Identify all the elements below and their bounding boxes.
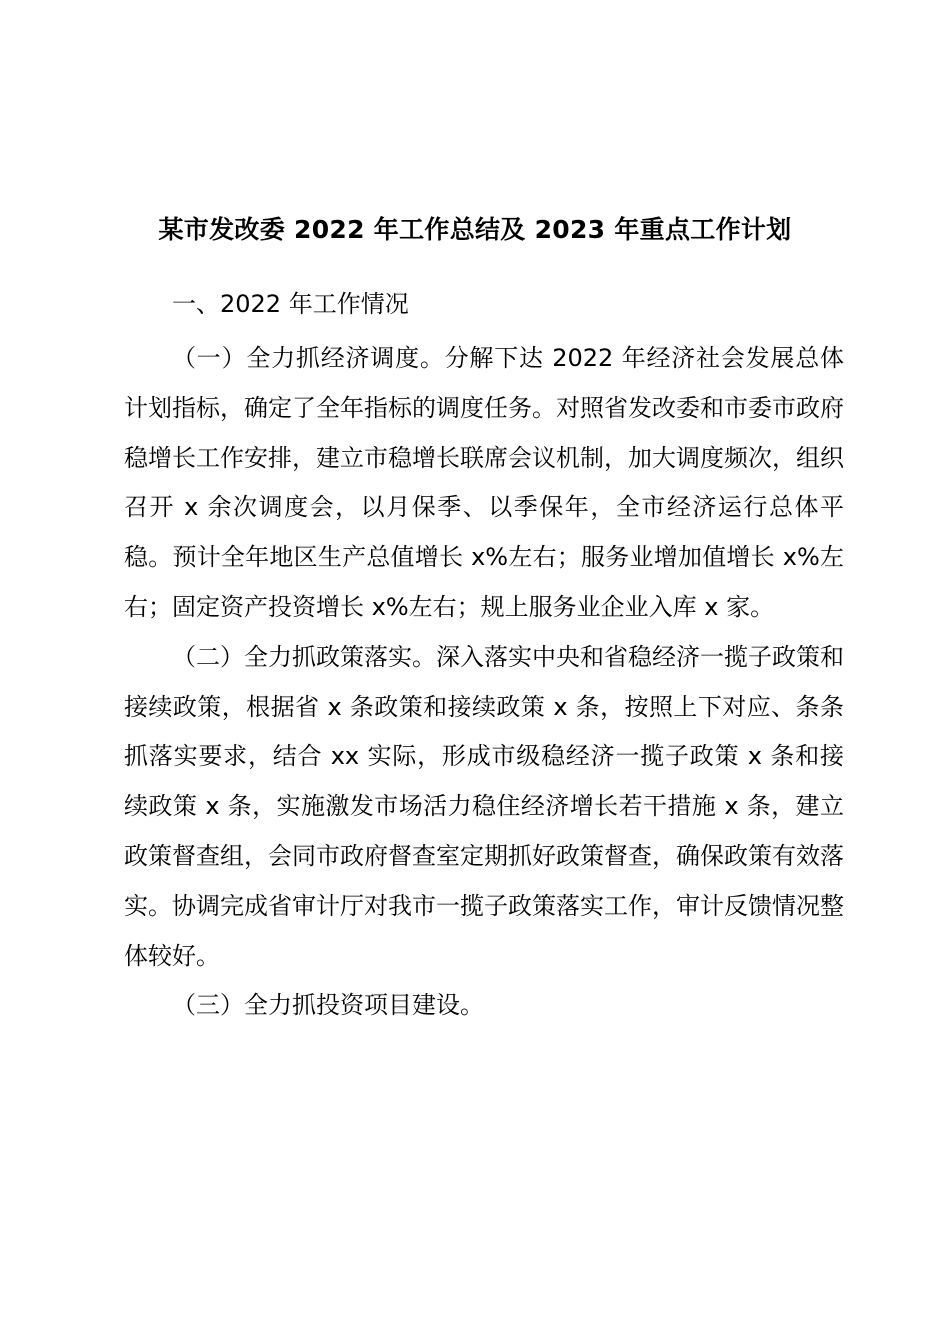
paragraph-investment-projects: （三）全力抓投资项目建设。 bbox=[172, 991, 484, 1020]
document-body bbox=[124, 334, 844, 1031]
document-title: 某市发改委 2022 年工作总结及 2023 年重点工作计划 bbox=[158, 215, 792, 244]
paragraph-policy-implementation: （二）全力抓政策落实。深入落实中央和省稳经济一揽子政策和接续政策，根据省 x 条政策和接续政策 x 条，按照上下对应、条条抓落实要求，结合 xx 实际，形成市级稳经济一揽子政策 x 条和接续政策 x 条，实施激发市场活力稳住经济增长若干措施 x 条，建立政策督查组，会同市政府督查室定期抓好政策督查，确保政策有效落实。协调完成省审计厅对我市一揽子政策落实工作，审计反馈情况整体较好。 bbox=[124, 642, 844, 970]
section-heading: 一、2022 年工作情况 bbox=[172, 290, 409, 318]
paragraph-economic-dispatch: （一）全力抓经济调度。分解下达 2022 年经济社会发展总体计划指标，确定了全年指标的调度任务。对照省发改委和市委市政府稳增长工作安排，建立市稳增长联席会议机制，加大调度频次，组织召开 x 余次调度会，以月保季、以季保年，全市经济运行总体平稳。预计全年地区生产总值增长 x%左右；服务业增加值增长 x%左右；固定资产投资增长 x%左右；规上服务业企业入库 x 家。 bbox=[124, 344, 844, 621]
